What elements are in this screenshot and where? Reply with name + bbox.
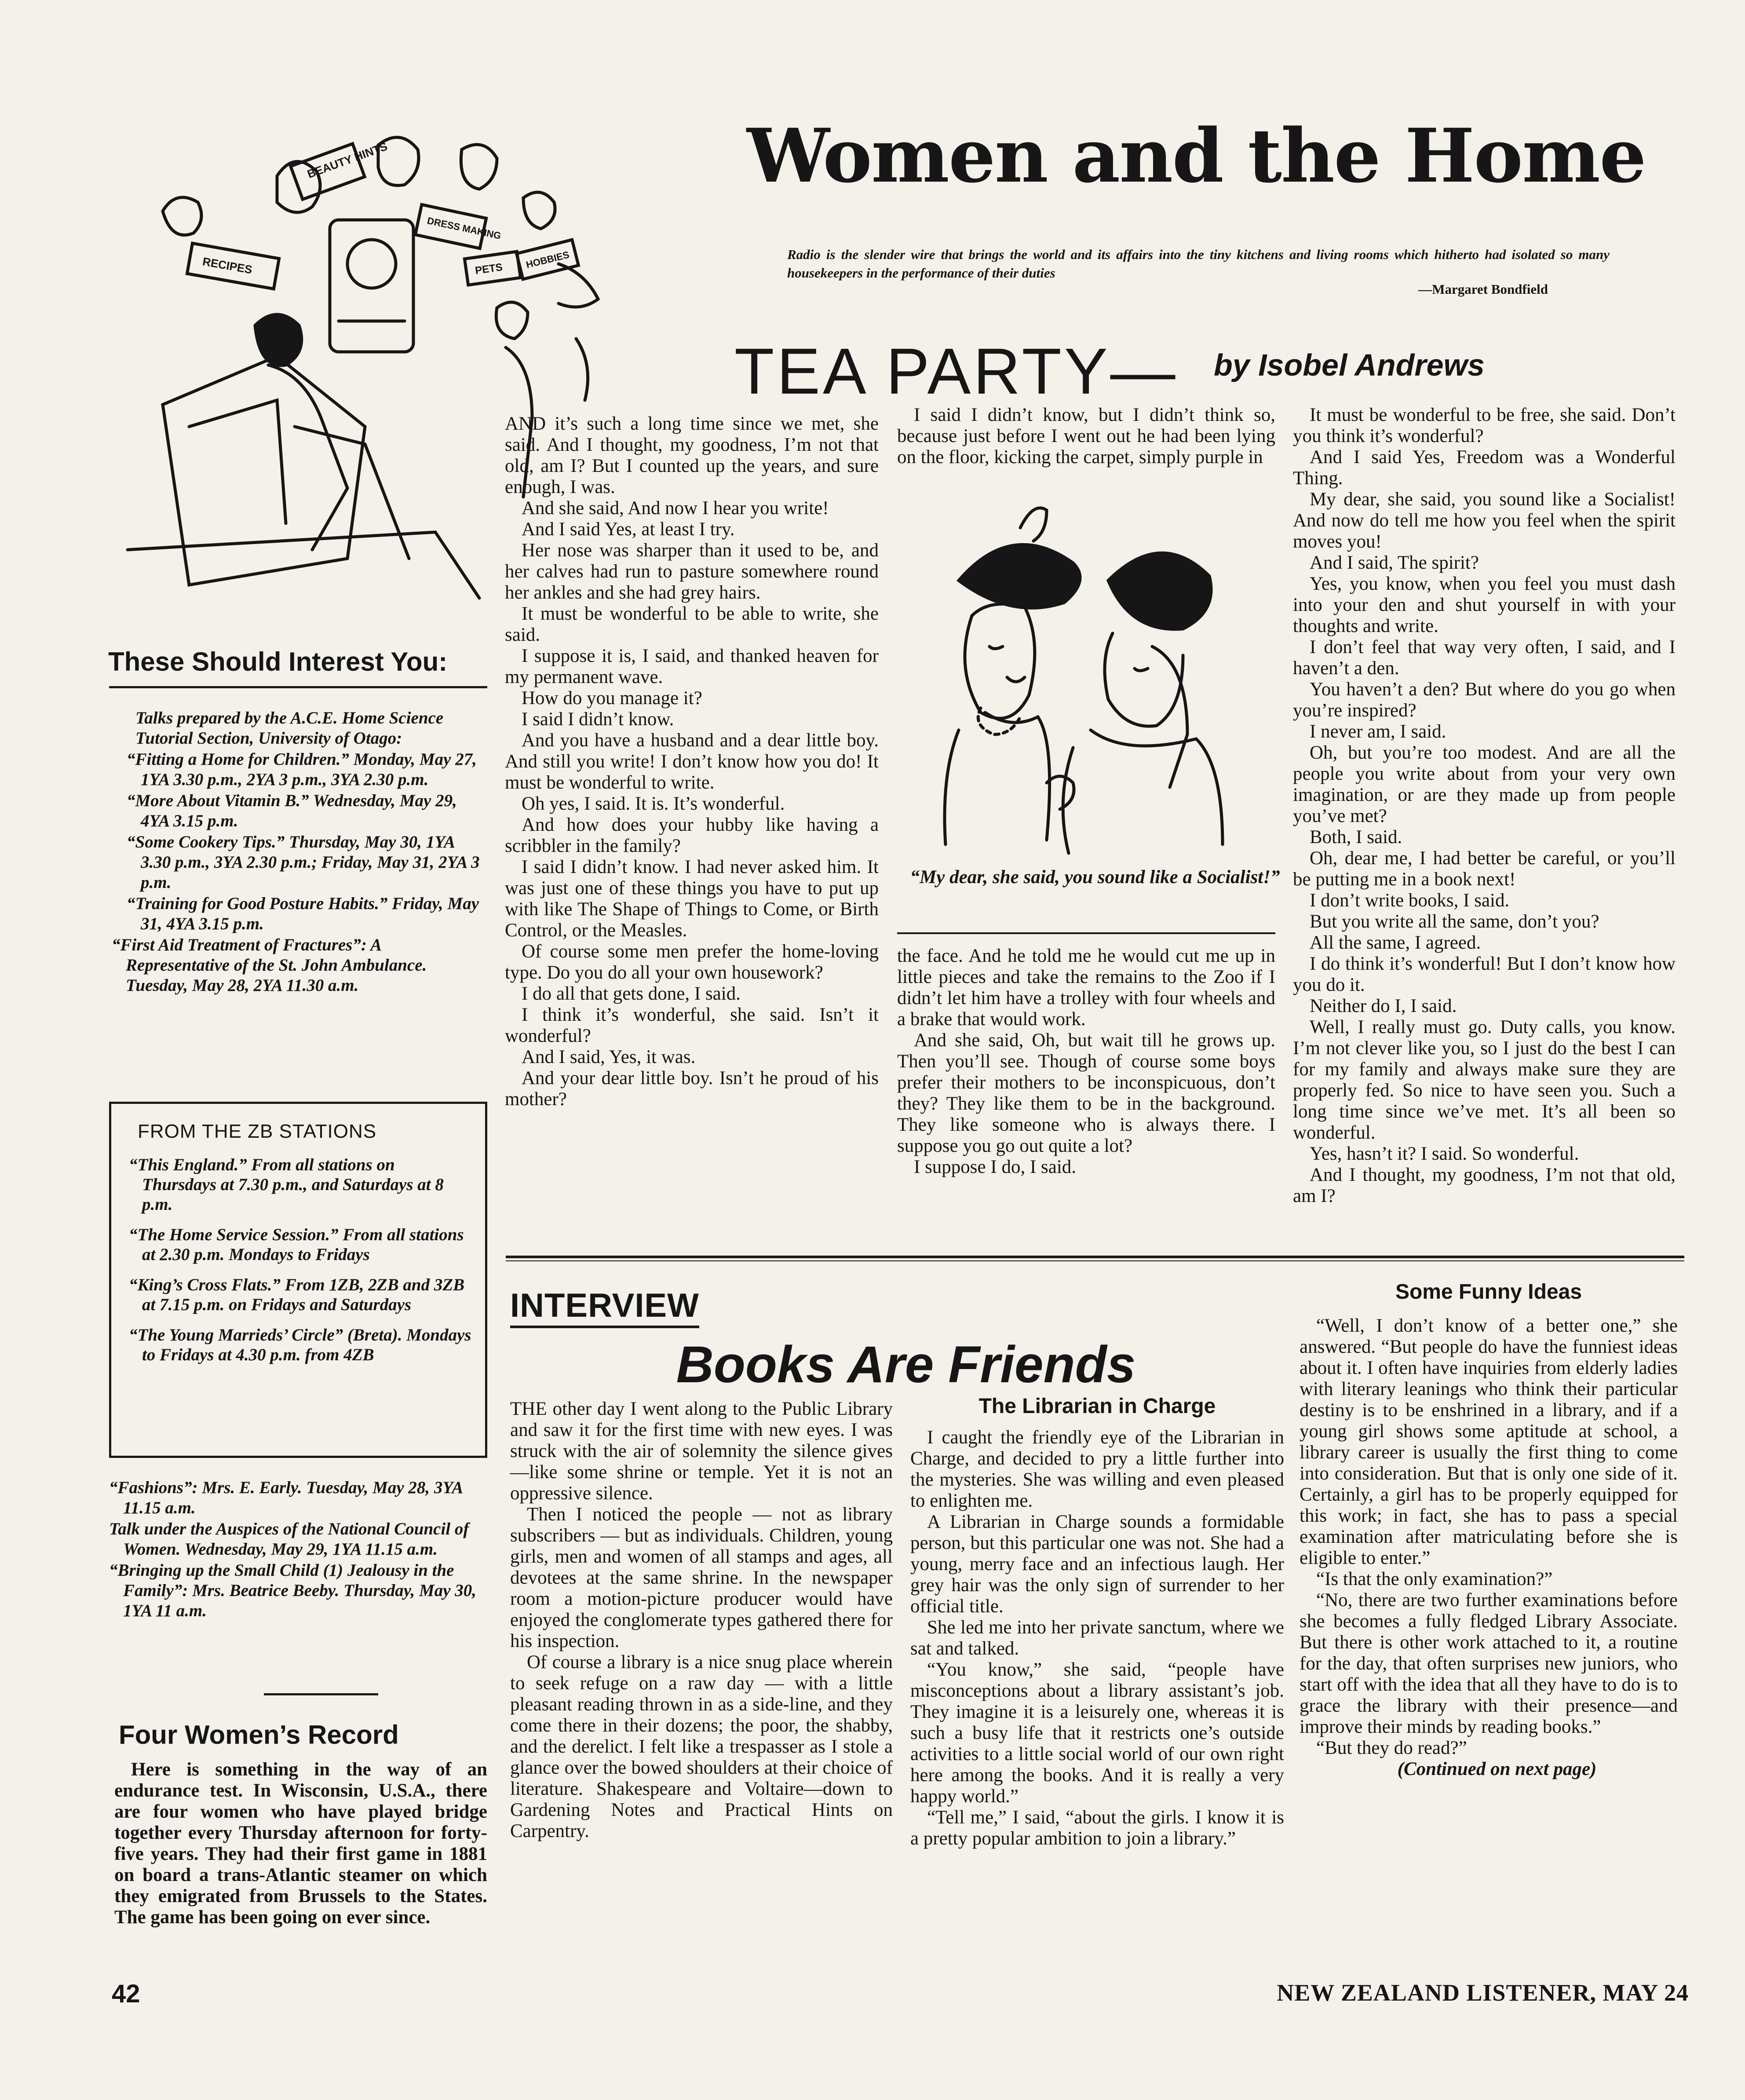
sidebar-talk-item: “Fashions”: Mrs. E. Early. Tuesday, May 28, 3YA 11.15 a.m. (109, 1478, 463, 1517)
tea-paragraph: Oh yes, I said. It is. It’s wonderful. (522, 793, 785, 814)
tea-paragraph: Yes, you know, when you feel you must dash into your den and shut yourself in with your thoughts and write. (1293, 573, 1676, 636)
tea-party-column-1 (505, 413, 879, 1110)
tea-paragraph: I think it’s wonderful, she said. Isn’t it wonderful? (505, 1004, 879, 1046)
magazine-footer: NEW ZEALAND LISTENER, MAY 24 (1277, 1979, 1689, 2006)
interview-paragraph: “No, there are two further examinations before she becomes a fully fledged Library Associate. But there is other work attached to it, a routine for the day, that often surprises new juniors, who start off with the idea that all they have to do is to grace the library with their presence—and improve their minds by reading books.” (1300, 1590, 1678, 1737)
sidebar-talk-item: “Training for Good Posture Habits.” Friday, May 31, 4YA 3.15 p.m. (127, 894, 479, 933)
tea-party-column-2-top (897, 405, 1275, 468)
tea-paragraph: I do all that gets done, I said. (522, 983, 741, 1004)
funny-ideas-subhead: Some Funny Ideas (1395, 1280, 1582, 1304)
tea-paragraph: And I said Yes, Freedom was a Wonderful Thing. (1293, 447, 1676, 489)
tea-party-column-2-bottom (897, 946, 1275, 1178)
tea-paragraph: My dear, she said, you sound like a Socialist! And now do tell me how you feel when the spirit moves you! (1293, 489, 1676, 552)
sidebar-talk-item: “First Aid Treatment of Fractures”: A Representative of the St. John Ambulance. Tuesday, May 28, 2YA 11.30 a.m. (112, 935, 427, 995)
tea-paragraph: I don’t feel that way very often, I said, and I haven’t a den. (1293, 637, 1676, 679)
tea-paragraph: Well, I really must go. Duty calls, you know. I’m not clever like you, so I just do the best I can for my family and always make sure they are properly fed. So nice to have seen you. Such a long time since we’ve met. It’s all been so wonderful. (1293, 1017, 1676, 1143)
section-masthead-title: Women and the Home (747, 112, 1646, 199)
interview-paragraph: I caught the friendly eye of the Librarian in Charge, and decided to pry a little further into the mysteries. She was willing and even pleased to enlighten me. (910, 1427, 1284, 1511)
tea-paragraph: And I said Yes, at least I try. (522, 519, 735, 540)
sidebar-more-talks (109, 1478, 487, 1622)
zb-item: “King’s Cross Flats.” From 1ZB, 2ZB and 3ZB at 7.15 p.m. on Fridays and Saturdays (129, 1275, 465, 1314)
sidebar-talks-intro: Talks prepared by the A.C.E. Home Science Tutorial Section, University of Otago: (135, 709, 444, 748)
label-dress-making: DRESS MAKING (426, 215, 502, 241)
section-divider-rule-thin (506, 1260, 1684, 1261)
tea-paragraph: the face. And he told me he would cut me up in little pieces and take the remains to the Zoo if I didn’t let him have a trolley with four wheels and a brake that would work. (897, 946, 1275, 1030)
interview-paragraph: “Tell me,” I said, “about the girls. I know it is a pretty popular ambition to join a library.” (910, 1807, 1284, 1849)
tea-paragraph: And I thought, my goodness, I’m not that old, am I? (1293, 1165, 1676, 1206)
tea-paragraph: I do think it’s wonderful! But I don’t know how you do it. (1293, 953, 1676, 995)
two-women-illustration (906, 501, 1267, 858)
librarian-subhead: The Librarian in Charge (978, 1395, 1216, 1418)
interview-paragraph: Of course a library is a nice snug place wherein to seek refuge on a raw day — with a little pleasant reading thrown in as a side-line, and they come there in their dozens; the poor, the shabby, and the derelict. I felt like a trespasser as I stole a glance over the bowed shoulders at their choice of literature. Shakespeare and Voltaire—down to Gardening Notes and Practical Hints on Carpentry. (510, 1652, 893, 1841)
label-recipes: RECIPES (201, 255, 253, 277)
tea-paragraph: I never am, I said. (1310, 721, 1446, 742)
tea-paragraph: And I said, The spirit? (1310, 552, 1479, 573)
tea-paragraph: I don’t write books, I said. (1310, 890, 1510, 911)
tea-paragraph: All the same, I agreed. (1310, 932, 1481, 953)
label-hobbies: HOBBIES (525, 249, 570, 270)
zb-item: “The Young Marrieds’ Circle” (Breta). Mondays to Fridays at 4.30 p.m. from 4ZB (129, 1326, 471, 1364)
interview-column-1 (510, 1399, 893, 1842)
tea-paragraph: I said I didn’t know. (522, 709, 674, 730)
interview-column-2 (910, 1394, 1284, 1849)
sidebar-heading-rule (109, 686, 487, 688)
tea-paragraph: I said I didn’t know, but I didn’t think so, because just before I went out he had been lying on the floor, kicking the carpet, simply purple in (897, 405, 1275, 467)
interview-paragraph: A Librarian in Charge sounds a formidable person, but this particular one was not. She had a young, merry face and an infectious laugh. Her grey hair was the only sign of surrender to her official title. (910, 1512, 1284, 1617)
zb-box-title: FROM THE ZB STATIONS (138, 1121, 377, 1142)
zb-stations-box (109, 1102, 487, 1458)
caption-rule (897, 932, 1275, 934)
interview-paragraph: THE other day I went along to the Public Library and saw it for the first time with new eyes. I was struck with the air of solemnity the silence gives—like some shrine or temple. Yet it is not an oppressive silence. (510, 1399, 893, 1504)
interview-paragraph: Then I noticed the people — not as library subscribers — but as individuals. Children, young girls, men and women of all stamps and ages, all devotees at the same shrine. In the newspaper room a motion-picture producer would have enjoyed the conglomerate types gathered there for his inspection. (510, 1504, 893, 1651)
tea-paragraph: Neither do I, I said. (1310, 996, 1457, 1016)
tea-paragraph: But you write all the same, don’t you? (1310, 911, 1599, 932)
sidebar-talks (109, 708, 487, 997)
interview-column-3 (1300, 1280, 1678, 1780)
interview-paragraph: “But they do read?” (1316, 1738, 1467, 1758)
continued-note: (Continued on next page) (1397, 1759, 1597, 1779)
tea-paragraph: How do you manage it? (522, 688, 702, 709)
tea-paragraph: AND it’s such a long time since we met, she said. And I thought, my goodness, I’m not that old, am I? But I counted up the years, and sure enough, I was. (505, 413, 879, 497)
tea-party-column-3 (1293, 405, 1676, 1207)
tea-paragraph: I suppose it is, I said, and thanked heaven for my permanent wave. (505, 646, 879, 687)
tea-paragraph: And she said, And now I hear you write! (522, 498, 829, 519)
page-number: 42 (112, 1979, 140, 2008)
tea-paragraph: Oh, dear me, I had better be careful, or you’ll be putting me in a book next! (1293, 848, 1676, 890)
tea-paragraph: Oh, but you’re too modest. And are all the people you write about from your very own imagination, or are they made up from people you’ve met? (1293, 742, 1676, 826)
label-beauty-hints: BEAUTY HINTS (305, 139, 389, 181)
illustration-caption: “My dear, she said, you sound like a Socialist!” (910, 867, 1280, 887)
tea-paragraph: And how does your hubby like having a scribbler in the family? (505, 814, 879, 856)
label-pets: PETS (474, 261, 504, 277)
interview-paragraph: “You know,” she said, “people have misconceptions about a library assistant’s job. They imagine it is a leisurely one, whereas it is such a busy life that it restricts one’s outside activities to a little social world of our own right here among the books. And it is really a very happy world.” (910, 1659, 1284, 1807)
tea-paragraph: Yes, hasn’t it? I said. So wonderful. (1310, 1143, 1579, 1164)
zb-item: “The Home Service Session.” From all stations at 2.30 p.m. Mondays to Fridays (129, 1225, 464, 1264)
tea-paragraph: And you have a husband and a dear little boy. And still you write! I don’t know how you do! It must be wonderful to write. (505, 730, 879, 793)
sidebar-heading: These Should Interest You: (108, 647, 448, 676)
tea-paragraph: It must be wonderful to be able to write, she said. (505, 603, 879, 645)
tea-paragraph: And I said, Yes, it was. (522, 1047, 696, 1067)
record-text (114, 1759, 487, 1928)
tea-paragraph: I said I didn’t know. I had never asked him. It was just one of these things you have to put up with like The Shape of Things to Come, or Birth Control, or the Measles. (505, 857, 879, 941)
tea-paragraph: Of course some men prefer the home-loving type. Do you do all your own housework? (505, 941, 879, 983)
interview-paragraph: She led me into her private sanctum, where we sat and talked. (910, 1617, 1284, 1659)
tea-paragraph: I suppose I do, I said. (914, 1157, 1077, 1177)
sidebar-talk-item: “Fitting a Home for Children.” Monday, May 27, 1YA 3.30 p.m., 2YA 3 p.m., 3YA 2.30 p.m. (127, 750, 477, 789)
sidebar-short-rule (264, 1693, 378, 1695)
interview-title: Books Are Friends (676, 1336, 1136, 1394)
tea-party-byline: by Isobel Andrews (1214, 348, 1485, 382)
sidebar-talk-item: “More About Vitamin B.” Wednesday, May 29, 4YA 3.15 p.m. (127, 791, 457, 830)
tea-paragraph: Her nose was sharper than it used to be, and her calves had run to pasture somewhere round her ankles and she had grey hairs. (505, 540, 879, 603)
tea-party-title: TEA PARTY— (734, 335, 1178, 408)
tea-paragraph: You haven’t a den? But where do you go when you’re inspired? (1293, 679, 1676, 721)
interview-paragraph: “Well, I don’t know of a better one,” she answered. “But people do have the funniest ideas about it. I often have inquiries from elderly ladies with literary leanings who think their particular destiny is to be enshrined in a library, and if a young girl shows some aptitude at school, a library career is usually the first thing to come into consideration. But that is only one side of it. Certainly, a girl has to be properly equipped for this work; in fact, she has to pass a special examination after matriculating before she is eligible to enter.” (1300, 1315, 1678, 1568)
section-divider-rule (506, 1256, 1684, 1258)
interview-paragraph: “Is that the only examination?” (1316, 1569, 1553, 1589)
tea-paragraph: Both, I said. (1310, 827, 1402, 847)
tea-paragraph: It must be wonderful to be free, she said. Don’t you think it’s wonderful? (1293, 405, 1676, 446)
zb-item: “This England.” From all stations on Thursdays at 7.30 p.m., and Saturdays at 8 p.m. (129, 1155, 444, 1214)
interview-label: INTERVIEW (510, 1286, 699, 1328)
record-heading: Four Women’s Record (119, 1720, 399, 1749)
sidebar-talk-item: Talk under the Auspices of the National Council of Women. Wednesday, May 29, 1YA 11.15 a.m. (109, 1519, 469, 1559)
masthead-quote-attribution: —Margaret Bondfield (1418, 281, 1548, 297)
sidebar-talk-item: “Bringing up the Small Child (1) Jealousy in the Family”: Mrs. Beatrice Beeby. Thursday, May 30, 1YA 11 a.m. (109, 1561, 477, 1620)
tea-paragraph: And your dear little boy. Isn’t he proud of his mother? (505, 1068, 879, 1110)
masthead-quote: Radio is the slender wire that brings the world and its affairs into the tiny kitchens and living rooms which hitherto had isolated so many housekeepers in the performance of their duties (787, 247, 1610, 281)
sidebar-talk-item: “Some Cookery Tips.” Thursday, May 30, 1YA 3.30 p.m., 3YA 2.30 p.m.; Friday, May 31, 2YA 3 p.m. (127, 833, 480, 892)
record-paragraph: Here is something in the way of an endurance test. In Wisconsin, U.S.A., there are four women who have played bridge together every Thursday afternoon for forty-five years. They had their first game in 1881 on board a trans-Atlantic steamer on which they emigrated from Brussels to the States. The game has been going on ever since. (114, 1759, 487, 1928)
tea-paragraph: And she said, Oh, but wait till he grows up. Then you’ll see. Though of course some boys prefer their mothers to be inconspicuous, don’t they? They like them to be in the background. They like someone who is always there. I suppose you go out quite a lot? (897, 1030, 1275, 1156)
